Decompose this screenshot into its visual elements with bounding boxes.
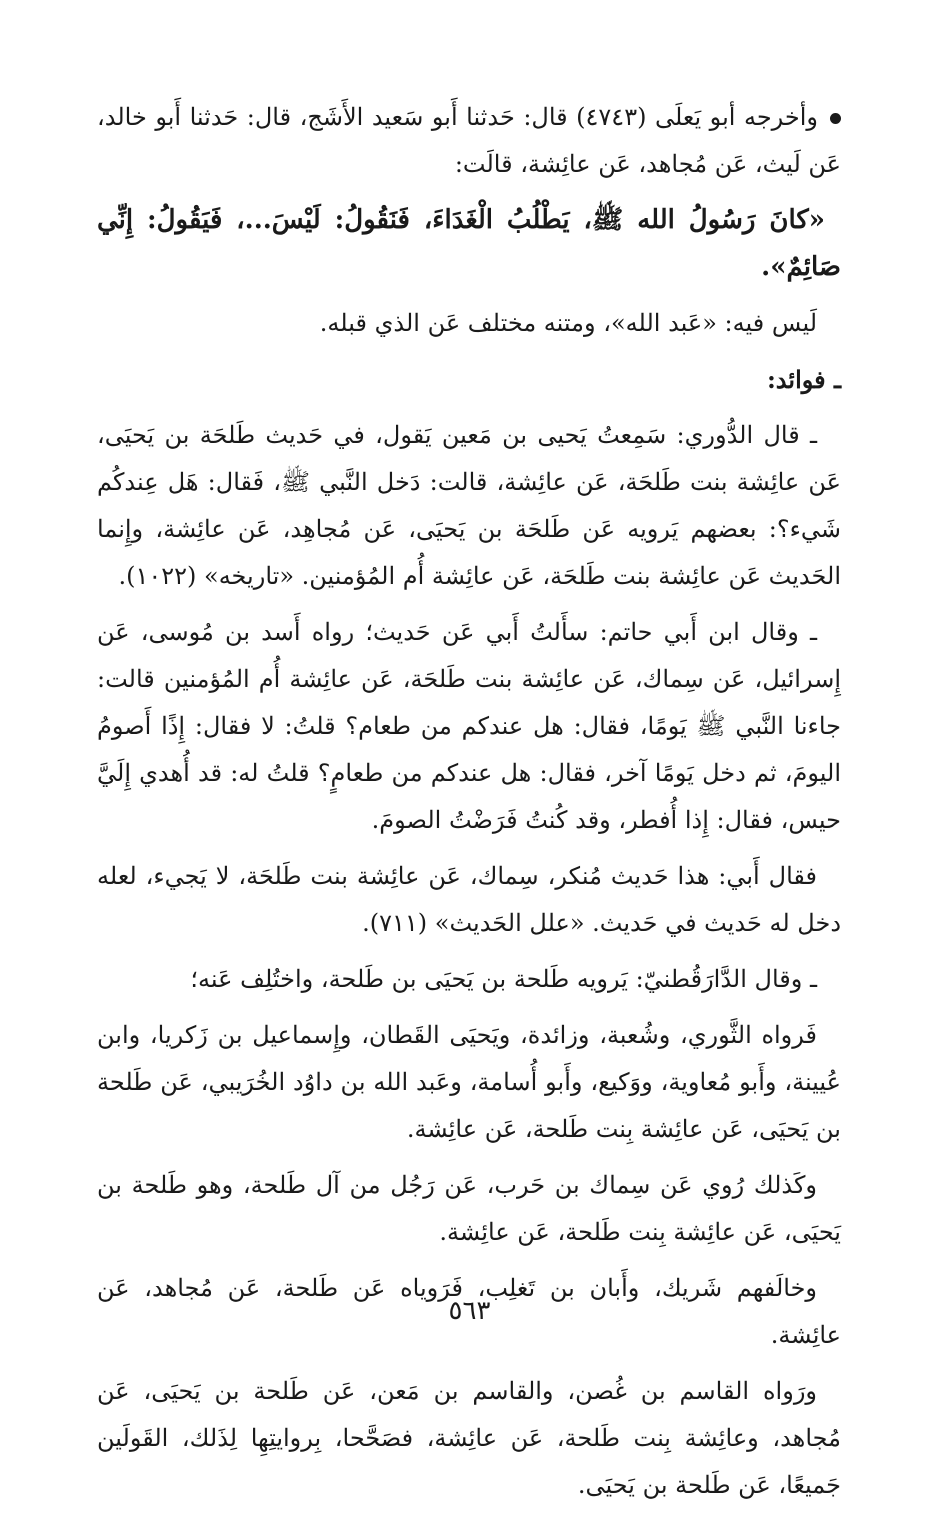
paragraph-riwaya-1: فَرواه الثَّوري، وشُعبة، وزائدة، ويَحيَى القَطان، وإِسماعيل بن زَكريا، وابن عُيينة، وأَبو مُعاوية، ووَكيع، وأَبو أُسامة، وعَبد الله بن داوُد الخُرَيبي، عَن طَلحة بن يَحيَى، عَن عائِشة بِنت طَلحة، عَن عائِشة. xyxy=(97,1021,841,1143)
paragraph-riwaya-3: وخالَفهم شَريك، وأَبان بن تَغلِب، فَرَوياه عَن طَلحة، عَن مُجاهد، عَن عائِشة. xyxy=(97,1274,841,1349)
paragraph-text: وأخرجه أبو يَعلَى (٤٧٤٣) قال: حَدثنا أَبو سَعيد الأَشَج، قال: حَدثنا أَبو خالد، عَن لَيث، عَن مُجاهد، عَن عائِشة، قالَت: xyxy=(97,103,841,178)
paragraph-daraqutni: ـ وقال الدَّارَقُطنيّ: يَرويه طَلحة بن يَحيَى بن طَلحة، واختُلِف عَنه؛ xyxy=(190,965,817,993)
paragraph-riwaya-4: ورَواه القاسم بن غُصن، والقاسم بن مَعن، عَن طَلحة بن يَحيَى، عَن مُجاهد، وعائِشة بِنت طَلحة، عَن عائِشة، فصَحَّحا، بِروايتِهِا لِذَلك، القَولَين جَميعًا، عَن طَلحة بن يَحيَى. xyxy=(97,1377,841,1499)
paragraph-riwaya-2: وكَذلك رُوي عَن سِماك بن حَرب، عَن رَجُل من آل طَلحة، وهو طَلحة بن يَحيَى، عَن عائِشة بِنت طَلحة، عَن عائِشة. xyxy=(97,1171,841,1246)
paragraph-takhrij xyxy=(97,94,841,188)
paragraph-note: لَيس فيه: «عَبد الله»، ومتنه مختلف عَن الذي قبله. xyxy=(319,309,817,337)
paragraph-abi-comment: فقال أَبي: هذا حَديث مُنكر، سِماك، عَن عائِشة بنت طَلحَة، لا يَجيء، لعله دخل له حَديث في حَديث. «علل الحَديث» (٧١١). xyxy=(97,862,841,937)
page-number: ٥٦٣ xyxy=(448,1296,491,1326)
paragraph-duri: ـ قال الدُّوري: سَمِعتُ يَحيى بن مَعين يَقول، في حَديث طَلحَة بن يَحيَى، عَن عائِشة بنت طَلحَة، عَن عائِشة، قالت: دَخل النَّبي ﷺ، فَقال: هَل عِندكُم شَيء؟: بعضهم يَرويه عَن طَلحَة بن يَحيَى، عَن مُجاهِد، عَن عائِشة، وإِنما الحَديث عَن عائِشة بنت طَلحَة، عَن عائِشة أُم المُؤمنين. «تاريخه» (١٠٢٢). xyxy=(97,421,841,590)
bullet-icon xyxy=(830,113,841,124)
paragraph-ibn-abi-hatim: ـ وقال ابن أَبي حاتم: سأَلتُ أَبي عَن حَديث؛ رواه أَسد بن مُوسى، عَن إِسرائيل، عَن سِماك، عَن عائِشة بنت طَلحَة، عَن عائِشة أُم المُؤمنين قالت: جاءنا النَّبي ﷺ يَومًا، فقال: هل عندكم من طعام؟ قلتُ: لا فقال: إِذًا أَصومُ اليومَ، ثم دخل يَومًا آخر، فقال: هل عندكم من طعامٍ؟ قلتُ له: قد أُهدي إِلَيَّ حيس، فقال: إِذا أُفطر، وقد كُنتُ فَرَضْتُ الصومَ. xyxy=(97,618,841,834)
hadith-quote: «كانَ رَسُولُ الله ﷺ، يَطْلُبُ الْغَدَاءَ، فَنَقُولُ: لَيْسَ...، فَيَقُولُ: إِنِّي صَائِمٌ». xyxy=(97,205,841,282)
section-heading: ـ فوائد: xyxy=(766,365,841,394)
